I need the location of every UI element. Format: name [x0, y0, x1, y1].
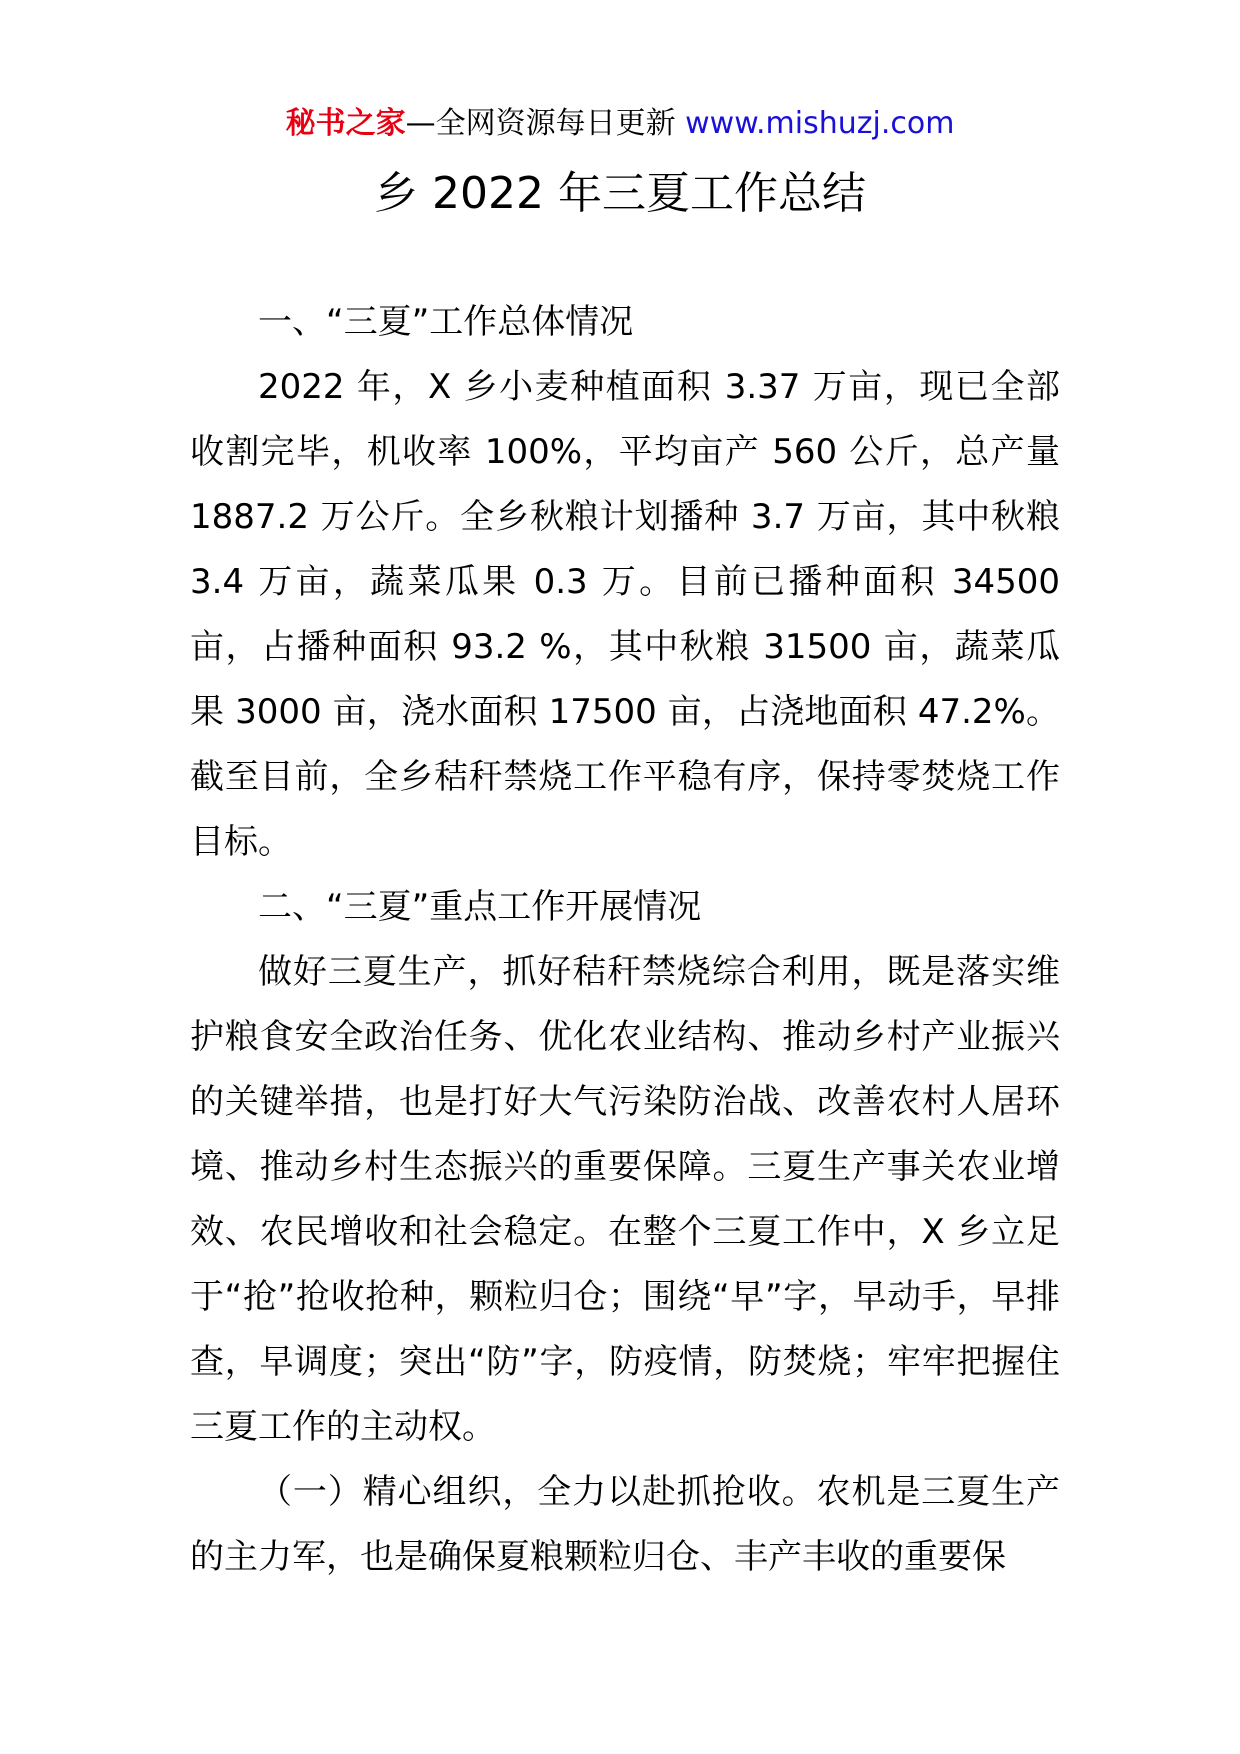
paragraph-subsection-one: （一）精心组织，全力以赴抓抢收。农机是三夏生产的主力军，也是确保夏粮颗粒归仓、丰产丰收的重要保: [190, 1472, 1060, 1577]
document-title: 乡 2022 年三夏工作总结: [374, 168, 866, 219]
brand-name: 秘书之家: [285, 106, 406, 141]
section-heading-overview: 一、“三夏”工作总体情况: [258, 302, 634, 342]
document-body: [190, 290, 1060, 1590]
paragraph-overview: 2022 年，X 乡小麦种植面积 3.37 万亩，现已全部收割完毕，机收率 100%，平均亩产 560 公斤，总产量 1887.2 万公斤。全乡秋粮计划播种 3.7 万亩，其中秋粮 3.4 万亩，蔬菜瓜果 0.3 万。目前已播种面积 34500 亩，占播种面积 93.2 %，其中秋粮 31500 亩，蔬菜瓜果 3000 亩，浇水面积 17500 亩，占浇地面积 47.2%。截至目前，全乡秸秆禁烧工作平稳有序，保持零焚烧工作目标。: [190, 367, 1060, 862]
paragraph-key-work: 做好三夏生产，抓好秸秆禁烧综合利用，既是落实维护粮食安全政治任务、优化农业结构、推动乡村产业振兴的关键举措，也是打好大气污染防治战、改善农村人居环境、推动乡村生态振兴的重要保障。三夏生产事关农业增效、农民增收和社会稳定。在整个三夏工作中，X 乡立足于“抢”抢收抢种，颗粒归仓；围绕“早”字，早动手，早排查，早调度；突出“防”字，防疫情，防焚烧；牢牢把握住三夏工作的主动权。: [190, 952, 1060, 1447]
site-header: [0, 100, 1240, 148]
site-url-link[interactable]: www.mishuzj.com: [685, 106, 955, 141]
section-heading-key-work: 二、“三夏”重点工作开展情况: [258, 887, 702, 927]
header-tagline: —全网资源每日更新: [405, 106, 686, 141]
